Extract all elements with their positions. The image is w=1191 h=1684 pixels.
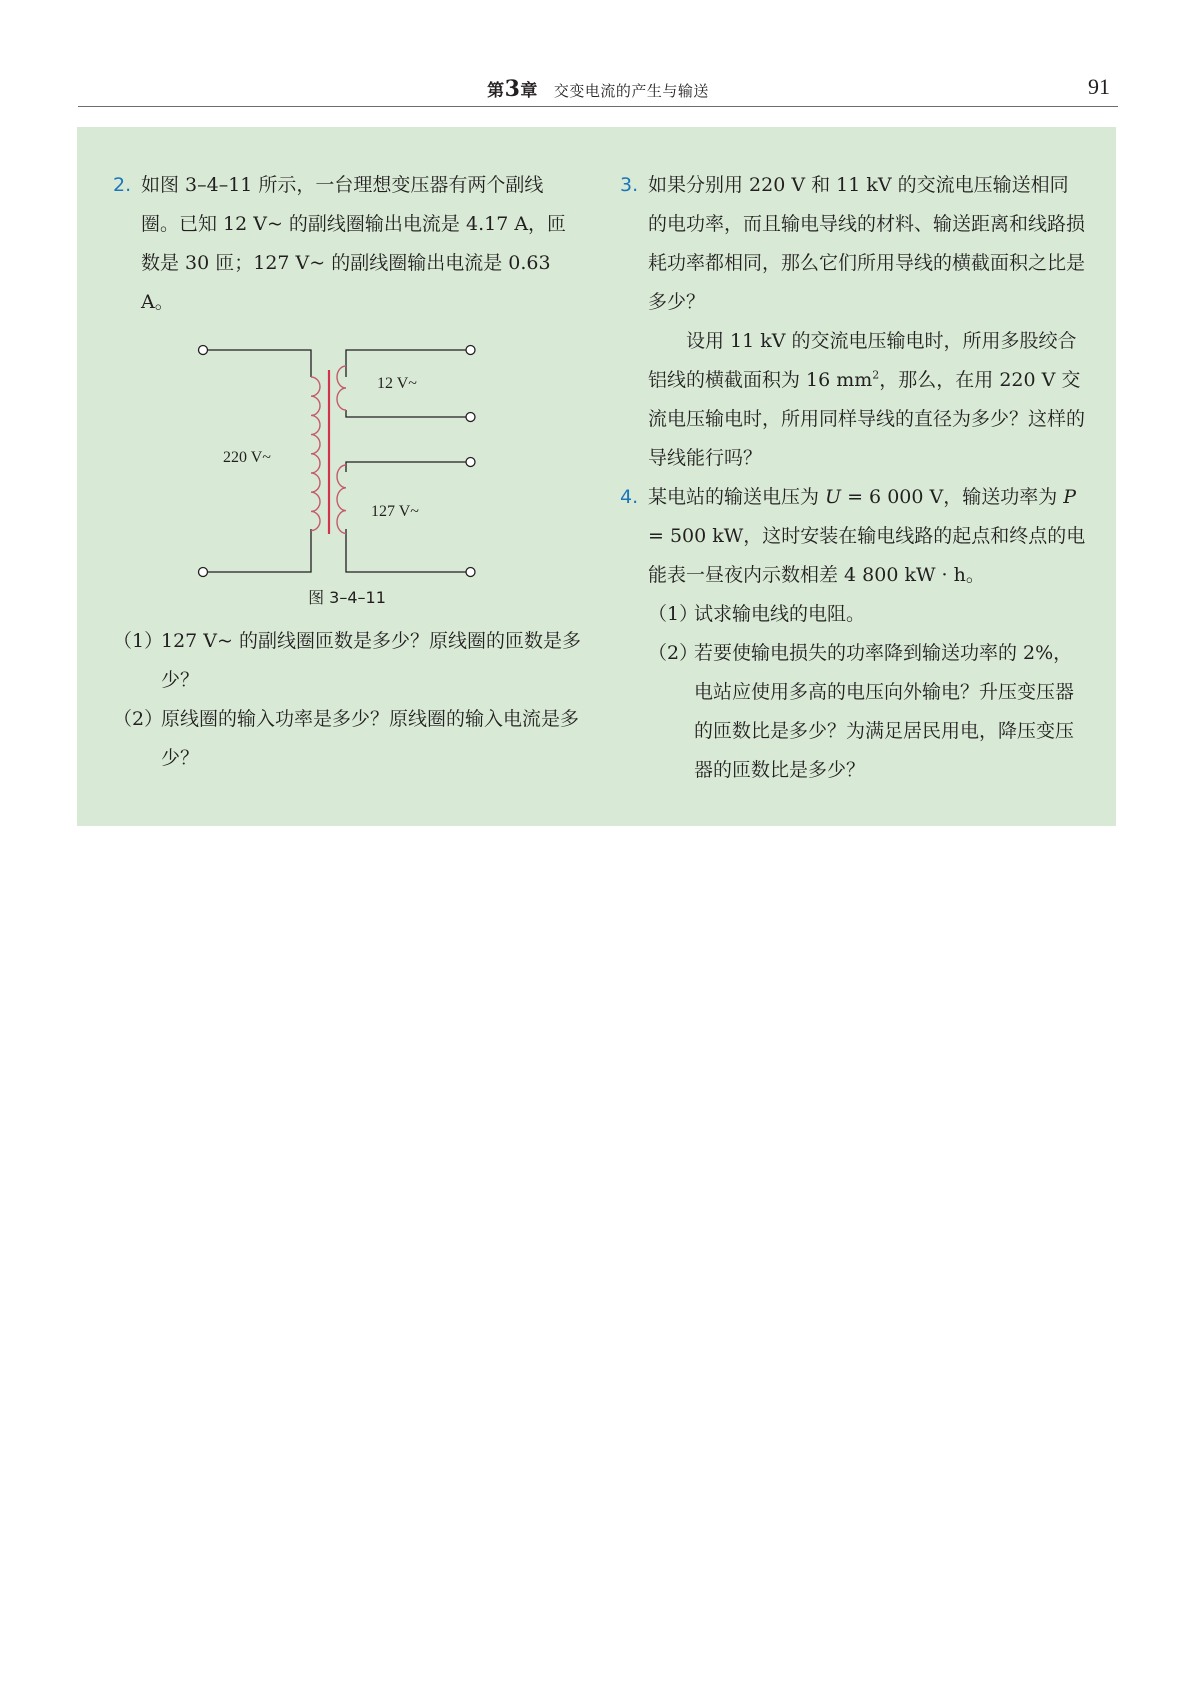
secondary-coil-1	[337, 366, 346, 410]
question-number: 4.	[620, 486, 639, 508]
secondary-coil-2	[337, 465, 346, 533]
question-3	[620, 166, 1086, 322]
transformer-figure	[113, 322, 581, 622]
wire-secondary1-bottom	[346, 410, 466, 417]
primary-coil	[311, 377, 320, 531]
part-number: （2）	[648, 642, 699, 664]
followup-text-end: ，那么，在用 220 V 交流电压输电时，所用同样导线的直径为多少？这样的导线能行吗？	[648, 369, 1086, 469]
page-number: 91	[1088, 74, 1110, 99]
question-number: 3.	[620, 174, 639, 196]
question-number: 2.	[113, 174, 132, 196]
terminal-secondary2-bottom	[466, 568, 475, 577]
secondary1-voltage-label: 12 V~	[377, 375, 417, 392]
question-text-a: 某电站的输送电压为	[648, 486, 826, 508]
part-number: （1）	[113, 630, 164, 652]
question-4-part-1	[620, 595, 1086, 634]
left-column	[113, 166, 581, 778]
part-text: 试求输电线的电阻。	[694, 603, 866, 625]
secondary2-voltage-label: 127 V~	[371, 503, 419, 520]
primary-voltage-label: 220 V~	[223, 449, 271, 466]
wire-secondary2-bottom	[346, 529, 466, 572]
part-text: 若要使输电损失的功率降到输送功率的 2%，电站应使用多高的电压向外输电？升压变压器的匝数比是多少？为满足居民用电，降压变压器的匝数比是多少？	[694, 642, 1075, 781]
part-number: （2）	[113, 708, 164, 730]
chapter-number: 3	[504, 76, 521, 102]
question-text: 如图 3–4–11 所示，一台理想变压器有两个副线圈。已知 12 V~ 的副线圈输出电流是 4.17 A，匝数是 30 匝；127 V~ 的副线圈输出电流是 0.63 A。	[141, 174, 567, 313]
superscript-2: 2	[872, 368, 880, 382]
page-header	[78, 70, 1118, 107]
terminal-primary-bottom	[199, 568, 208, 577]
variable-u: U	[825, 486, 842, 508]
followup-text-start: 设用 11 kV 的交流电压输电时，所用多股绞合铝线的横截面积为 16 mm	[648, 330, 1077, 391]
question-text-c: = 500 kW，这时安装在输电线路的起点和终点的电能表一昼夜内示数相差 4 800 kW · h。	[648, 525, 1086, 586]
chapter-title: 交变电流的产生与输送	[553, 82, 709, 100]
question-2-part-1	[113, 622, 581, 700]
part-text: 原线圈的输入功率是多少？原线圈的输入电流是多少？	[161, 708, 580, 769]
wire-primary-top	[208, 350, 312, 377]
question-2	[113, 166, 581, 322]
question-text: 如果分别用 220 V 和 11 kV 的交流电压输送相同的电功率，而且输电导线的材料、输送距离和线路损耗功率都相同，那么它们所用导线的横截面积之比是多少？	[648, 174, 1086, 313]
part-text: 127 V~ 的副线圈匝数是多少？原线圈的匝数是多少？	[161, 630, 581, 691]
terminal-primary-top	[199, 346, 208, 355]
question-text-b: = 6 000 V，输送功率为	[841, 486, 1064, 508]
wire-secondary2-top	[346, 462, 466, 472]
question-3-followup	[620, 322, 1086, 478]
transformer-diagram	[113, 322, 581, 622]
part-number: （1）	[648, 603, 699, 625]
terminal-secondary1-top	[466, 346, 475, 355]
variable-p: P	[1063, 486, 1077, 508]
exercise-box	[77, 127, 1116, 826]
terminal-secondary2-top	[466, 458, 475, 467]
running-title	[78, 76, 1118, 102]
wire-primary-bottom	[208, 529, 312, 572]
chapter-suffix: 章	[520, 81, 538, 101]
chapter-prefix: 第	[487, 81, 505, 101]
wire-secondary1-top	[346, 350, 466, 377]
terminal-secondary1-bottom	[466, 413, 475, 422]
question-2-part-2	[113, 700, 581, 778]
figure-caption: 图 3–4–11	[308, 588, 386, 607]
right-column	[620, 166, 1086, 790]
question-4-part-2	[620, 634, 1086, 790]
question-4	[620, 478, 1086, 595]
